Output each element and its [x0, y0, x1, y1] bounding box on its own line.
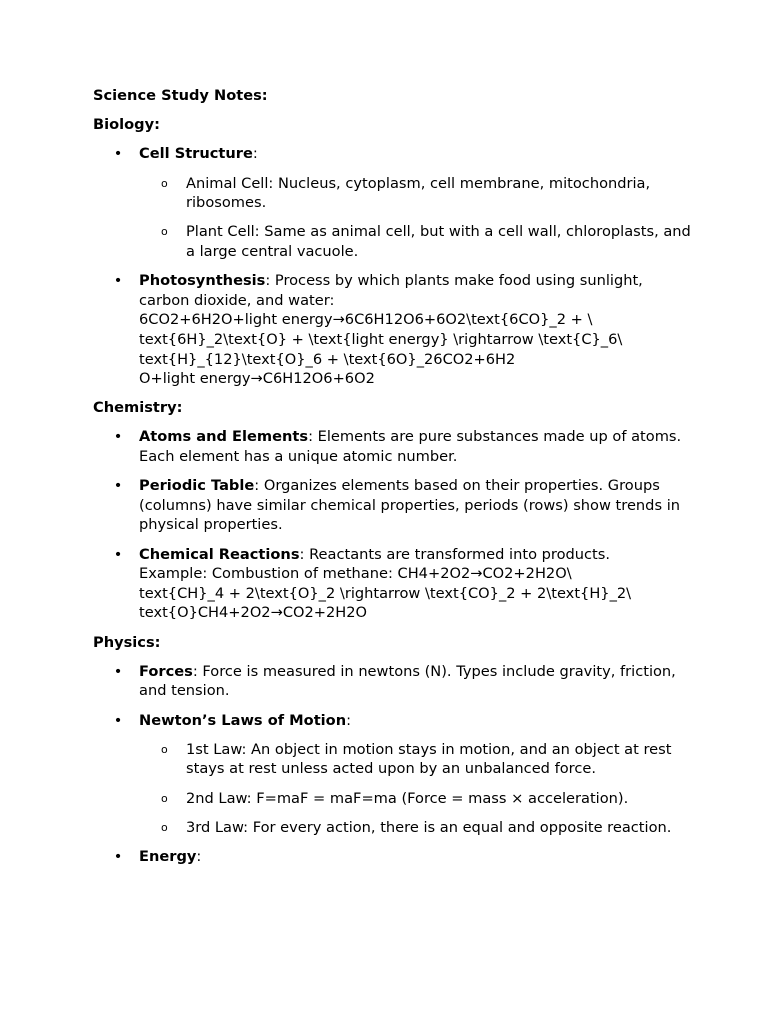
term-photosynthesis: Photosynthesis — [139, 272, 266, 290]
reactions-text: : Reactants are transformed into products. — [299, 545, 611, 563]
sub-item-second-law — [139, 789, 693, 809]
chemistry-list — [93, 427, 693, 623]
equation-line: text{H}_{12}\text{O}_6 + \text{6O}_26CO2+6H2 — [139, 350, 516, 368]
physics-list — [93, 662, 693, 867]
term-cell-structure: Cell Structure — [139, 145, 253, 163]
term-newtons-laws: Newton’s Laws of Motion — [139, 711, 347, 729]
term-periodic-table: Periodic Table — [139, 477, 255, 495]
bullet: • — [113, 545, 123, 563]
bullet: • — [113, 272, 123, 290]
sub-item-text: 1st Law: An object in motion stays in motion, and an object at rest stays at rest unless acted upon by an unbalanced force. — [186, 740, 672, 778]
document-page — [93, 86, 693, 876]
list-item-photosynthesis — [93, 271, 693, 389]
cell-structure-sublist — [139, 174, 693, 262]
term-energy: Energy — [139, 847, 197, 865]
bullet: • — [113, 477, 123, 495]
biology-heading: Biology: — [93, 116, 160, 134]
list-item-chemical-reactions — [93, 545, 693, 623]
term-suffix: : — [252, 145, 258, 163]
document-title: Science Study Notes: — [93, 87, 268, 104]
list-item-newtons-laws — [93, 711, 693, 838]
list-item-periodic-table — [93, 476, 693, 535]
photosynthesis-text: : Process by which plants make food using sunlight, carbon dioxide, and water: — [139, 272, 643, 309]
equation-line: Example: Combustion of methane: CH4+2O2→CO2+2H2O\ — [139, 565, 572, 583]
sub-item-plant-cell — [139, 222, 693, 261]
newtons-laws-sublist — [139, 740, 693, 838]
sub-bullet: o — [161, 742, 168, 756]
bullet: • — [113, 662, 123, 680]
bullet: • — [113, 145, 123, 163]
term-suffix: : — [346, 711, 352, 729]
list-item-atoms — [93, 427, 693, 466]
sub-bullet: o — [161, 791, 168, 805]
term-suffix: : — [196, 847, 202, 865]
sub-item-text: 3rd Law: For every action, there is an equal and opposite reaction. — [186, 818, 672, 836]
biology-list — [93, 144, 693, 388]
physics-heading: Physics: — [93, 633, 161, 651]
sub-item-first-law — [139, 740, 693, 779]
periodic-text: : Organizes elements based on their properties. Groups (columns) have similar chemical properties, periods (rows) show trends in physical properties. — [139, 477, 680, 534]
term-atoms: Atoms and Elements — [139, 428, 309, 446]
list-item-forces — [93, 662, 693, 701]
sub-bullet: o — [161, 225, 168, 239]
sub-item-animal-cell — [139, 174, 693, 213]
term-forces: Forces — [139, 662, 193, 680]
bullet: • — [113, 847, 123, 865]
equation-line: text{6H}_2\text{O} + \text{light energy} \rightarrow \text{C}_6\ — [139, 330, 623, 348]
bullet: • — [113, 428, 123, 446]
list-item-cell-structure — [93, 144, 693, 261]
list-item-energy — [93, 847, 693, 867]
sub-item-third-law — [139, 818, 693, 838]
bullet: • — [113, 711, 123, 729]
forces-text: : Force is measured in newtons (N). Types include gravity, friction, and tension. — [139, 662, 676, 700]
equation-line: text{CH}_4 + 2\text{O}_2 \rightarrow \text{CO}_2 + 2\text{H}_2\ — [139, 584, 632, 602]
atoms-text: : Elements are pure substances made up of atoms. Each element has a unique atomic number. — [139, 428, 682, 466]
chemistry-heading: Chemistry: — [93, 399, 183, 417]
sub-bullet: o — [161, 176, 168, 190]
sub-item-text: 2nd Law: F=maF = maF=ma (Force = mass × acceleration). — [186, 789, 629, 807]
equation-line: 6CO2+6H2O+light energy→6C6H12O6+6O2\text{6CO}_2 + \ — [139, 311, 593, 329]
equation-line: O+light energy→C6H12O6+6O2 — [139, 370, 375, 388]
equation-line: text{O}CH4+2O2→CO2+2H2O — [139, 604, 368, 622]
sub-bullet: o — [161, 820, 168, 834]
sub-item-text: Animal Cell: Nucleus, cytoplasm, cell membrane, mitochondria, ribosomes. — [186, 174, 651, 212]
sub-item-text: Plant Cell: Same as animal cell, but with a cell wall, chloroplasts, and a large central vacuole. — [186, 223, 691, 260]
term-chemical-reactions: Chemical Reactions — [139, 545, 300, 563]
